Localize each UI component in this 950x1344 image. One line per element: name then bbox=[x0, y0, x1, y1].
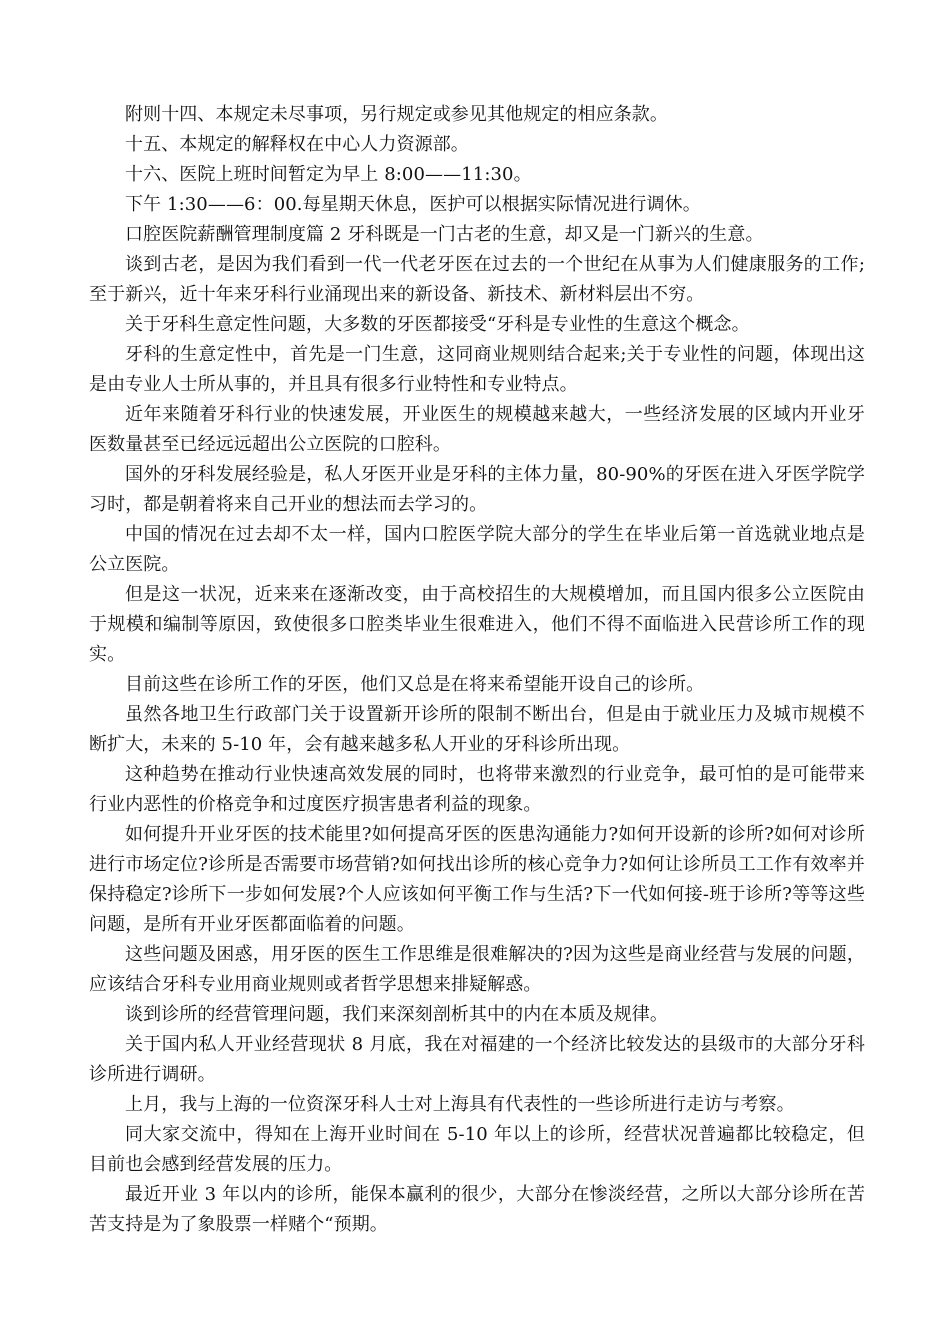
paragraph: 但是这一状况，近来来在逐渐改变，由于高校招生的大规模增加，而且国内很多公立医院由于规模和编制等原因，致使很多口腔类毕业生很难进入，他们不得不面临进入民营诊所工作的现实。 bbox=[89, 584, 865, 665]
paragraph: 十六、医院上班时间暂定为早上 8:00——11:30。 bbox=[125, 164, 532, 185]
document-body bbox=[89, 100, 865, 1240]
paragraph: 牙科的生意定性中，首先是一门生意，这同商业规则结合起来;关于专业性的问题，体现出这是由专业人士所从事的，并且具有很多行业特性和专业特点。 bbox=[89, 344, 865, 395]
paragraph: 这些问题及困惑，用牙医的医生工作思维是很难解决的?因为这些是商业经营与发展的问题，应该结合牙科专业用商业规则或者哲学思想来排疑解惑。 bbox=[89, 944, 865, 995]
paragraph: 上月，我与上海的一位资深牙科人士对上海具有代表性的一些诊所进行走访与考察。 bbox=[125, 1094, 795, 1115]
paragraph: 同大家交流中，得知在上海开业时间在 5-10 年以上的诊所，经营状况普遍都比较稳定，但目前也会感到经营发展的压力。 bbox=[89, 1124, 865, 1175]
paragraph: 近年来随着牙科行业的快速发展，开业医生的规模越来越大，一些经济发展的区域内开业牙医数量甚至已经远远超出公立医院的口腔科。 bbox=[89, 404, 865, 455]
paragraph: 关于国内私人开业经营现状 8 月底，我在对福建的一个经济比较发达的县级市的大部分牙科诊所进行调研。 bbox=[89, 1034, 865, 1085]
paragraph: 谈到古老，是因为我们看到一代一代老牙医在过去的一个世纪在从事为人们健康服务的工作;至于新兴，近十年来牙科行业涌现出来的新设备、新技术、新材料层出不穷。 bbox=[89, 254, 865, 305]
paragraph: 目前这些在诊所工作的牙医，他们又总是在将来希望能开设自己的诊所。 bbox=[125, 674, 705, 695]
paragraph: 谈到诊所的经营管理问题，我们来深刻剖析其中的内在本质及规律。 bbox=[125, 1004, 668, 1025]
paragraph: 口腔医院薪酬管理制度篇 2 牙科既是一门古老的生意，却又是一门新兴的生意。 bbox=[125, 224, 764, 245]
paragraph: 这种趋势在推动行业快速高效发展的同时，也将带来激烈的行业竞争，最可怕的是可能带来行业内恶性的价格竞争和过度医疗损害患者利益的现象。 bbox=[89, 764, 865, 815]
paragraph: 十五、本规定的解释权在中心人力资源部。 bbox=[125, 134, 469, 155]
paragraph: 虽然各地卫生行政部门关于设置新开诊所的限制不断出台，但是由于就业压力及城市规模不断扩大，未来的 5-10 年，会有越来越多私人开业的牙科诊所出现。 bbox=[89, 704, 865, 755]
paragraph: 国外的牙科发展经验是，私人牙医开业是牙科的主体力量，80-90%的牙医在进入牙医学院学习时，都是朝着将来自己开业的想法而去学习的。 bbox=[89, 464, 865, 515]
paragraph: 如何提升开业牙医的技术能里?如何提高牙医的医患沟通能力?如何开设新的诊所?如何对诊所进行市场定位?诊所是否需要市场营销?如何找出诊所的核心竞争力?如何让诊所员工工作有效率并保持稳定?诊所下一步如何发展?个人应该如何平衡工作与生活?下一代如何接-班于诊所?等等这些问题，是所有开业牙医都面临着的问题。 bbox=[89, 824, 865, 935]
paragraph: 下午 1:30——6：00.每星期天休息，医护可以根据实际情况进行调休。 bbox=[125, 194, 701, 215]
paragraph: 附则十四、本规定未尽事项，另行规定或参见其他规定的相应条款。 bbox=[125, 104, 668, 125]
paragraph: 关于牙科生意定性问题，大多数的牙医都接受“牙科是专业性的生意这个概念。 bbox=[125, 314, 750, 335]
paragraph: 最近开业 3 年以内的诊所，能保本赢利的很少，大部分在惨淡经营，之所以大部分诊所在苦苦支持是为了象股票一样赌个“预期。 bbox=[89, 1184, 865, 1235]
paragraph: 中国的情况在过去却不太一样，国内口腔医学院大部分的学生在毕业后第一首选就业地点是公立医院。 bbox=[89, 524, 865, 575]
